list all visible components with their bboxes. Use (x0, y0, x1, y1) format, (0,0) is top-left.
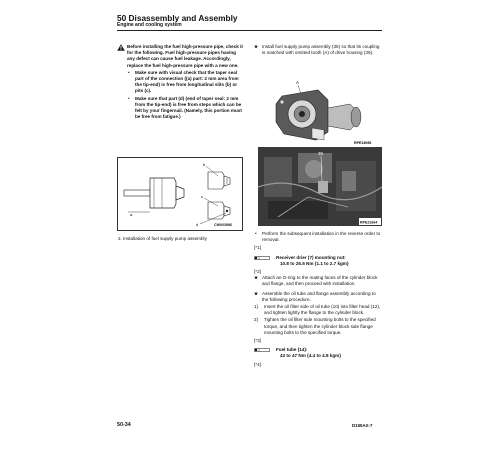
right-intro (254, 44, 382, 56)
star-icon: ★ (254, 275, 259, 281)
step-2-heading: 2. Installation of fuel supply pump assembly (118, 236, 207, 241)
figure-label-d: d (196, 222, 199, 227)
torque-wrench-icon (254, 255, 272, 261)
torque-spec (254, 255, 382, 267)
photo1-label: A (296, 80, 300, 85)
engine-photo (258, 147, 382, 226)
pipe-diagram (118, 158, 242, 230)
pipe-taper-seal-figure (117, 157, 243, 231)
section-subtitle: Engine and cooling system (117, 22, 182, 28)
reference-mark: [*2] (254, 269, 261, 275)
torque-label: Fuel tube (14): (276, 347, 308, 353)
torque-spec (254, 347, 382, 359)
model-code: D155AX-7 (352, 423, 373, 428)
page-number: 50-34 (117, 422, 131, 428)
left-column (117, 44, 244, 120)
instruction-text: Attach an O-ring to the mating faces of the cylinder block and flange, and then proceed with installation. (262, 275, 378, 287)
step-text: Tighten the oil filter side mounting bolts to the specified torque, and then tighten the cylinder block side flange mounting bolts to the specified torque. (264, 317, 376, 335)
instruction-item (254, 275, 382, 287)
list-item: • Make sure with visual check that the taper seal part of the connection ((a) part: 2 mm area from the tip-end) is free from longitudinal slits (b) or pits (c). (127, 70, 244, 95)
photo1-code: RPE13096 (354, 141, 372, 145)
bullet-icon: • (255, 231, 257, 236)
header-rule (117, 30, 382, 31)
procedure-step (254, 304, 382, 316)
figure-code: CW003986 (214, 223, 232, 227)
warning-icon (117, 44, 125, 51)
figure-label-c: c (201, 194, 203, 199)
reference-mark: [*1] (254, 245, 261, 251)
step-number: 1) (254, 304, 259, 310)
warning-text: Before installing the fuel high-pressure pipe, check it for the following. Fuel high-pressure pipes having any defect can cause fuel leakage. Accordingly, replace the fuel high-pressure pipe with a new one. (127, 44, 243, 68)
star-icon: ★ (254, 44, 259, 49)
engine-photo-graphic (258, 147, 382, 226)
torque-wrench-icon (254, 347, 272, 353)
reference-mark: [*4] (254, 361, 261, 367)
instruction-item (254, 291, 382, 303)
photo2-code: RPE21664 (360, 220, 378, 225)
instruction-text: Perform the subsequent installation in the reverse order to removal. (262, 231, 381, 243)
right-procedure (254, 231, 382, 368)
photo2-label: 35 (318, 151, 324, 156)
step-text: Insert the oil filter side of oil tube (10) into filter head (12), and tighten lightly the flange to the cylinder block. (264, 304, 381, 316)
torque-value: 43 to 47 Nm {4.4 to 4.8 kgm} (280, 353, 342, 359)
instruction-item (254, 231, 382, 243)
instruction-text: Assemble the oil tube and flange assembly according to the following procedure. (262, 290, 376, 302)
procedure-step (254, 317, 382, 336)
torque-label: Receiver drier (7) mounting nut: (276, 254, 346, 260)
torque-value: 10.8 to 26.5 Nm {1.1 to 2.7 kgm} (280, 260, 349, 266)
reference-mark: [*3] (254, 338, 261, 344)
figure-label-b: b (203, 162, 206, 167)
list-item: • Make sure that part (d) (end of taper seal: 2 mm from the tip-end) is free from steps which can be felt by your fingernail. (Namely, this portion must be free from fatigue.) (127, 96, 244, 121)
star-icon: ★ (254, 290, 259, 296)
warning-block (117, 44, 244, 120)
instruction-item (254, 44, 382, 56)
step-number: 2) (254, 317, 259, 323)
figure-label-a: a (130, 212, 133, 217)
section-title: 50 Disassembly and Assembly (117, 13, 238, 23)
pump-drawing (258, 74, 378, 146)
warning-bullets (127, 70, 244, 121)
instruction-text: Install fuel supply pump assembly (35) so that its coupling is matched with omitted tooth (A) of drive housing (39). (262, 44, 380, 56)
pump-illustration (258, 74, 378, 146)
